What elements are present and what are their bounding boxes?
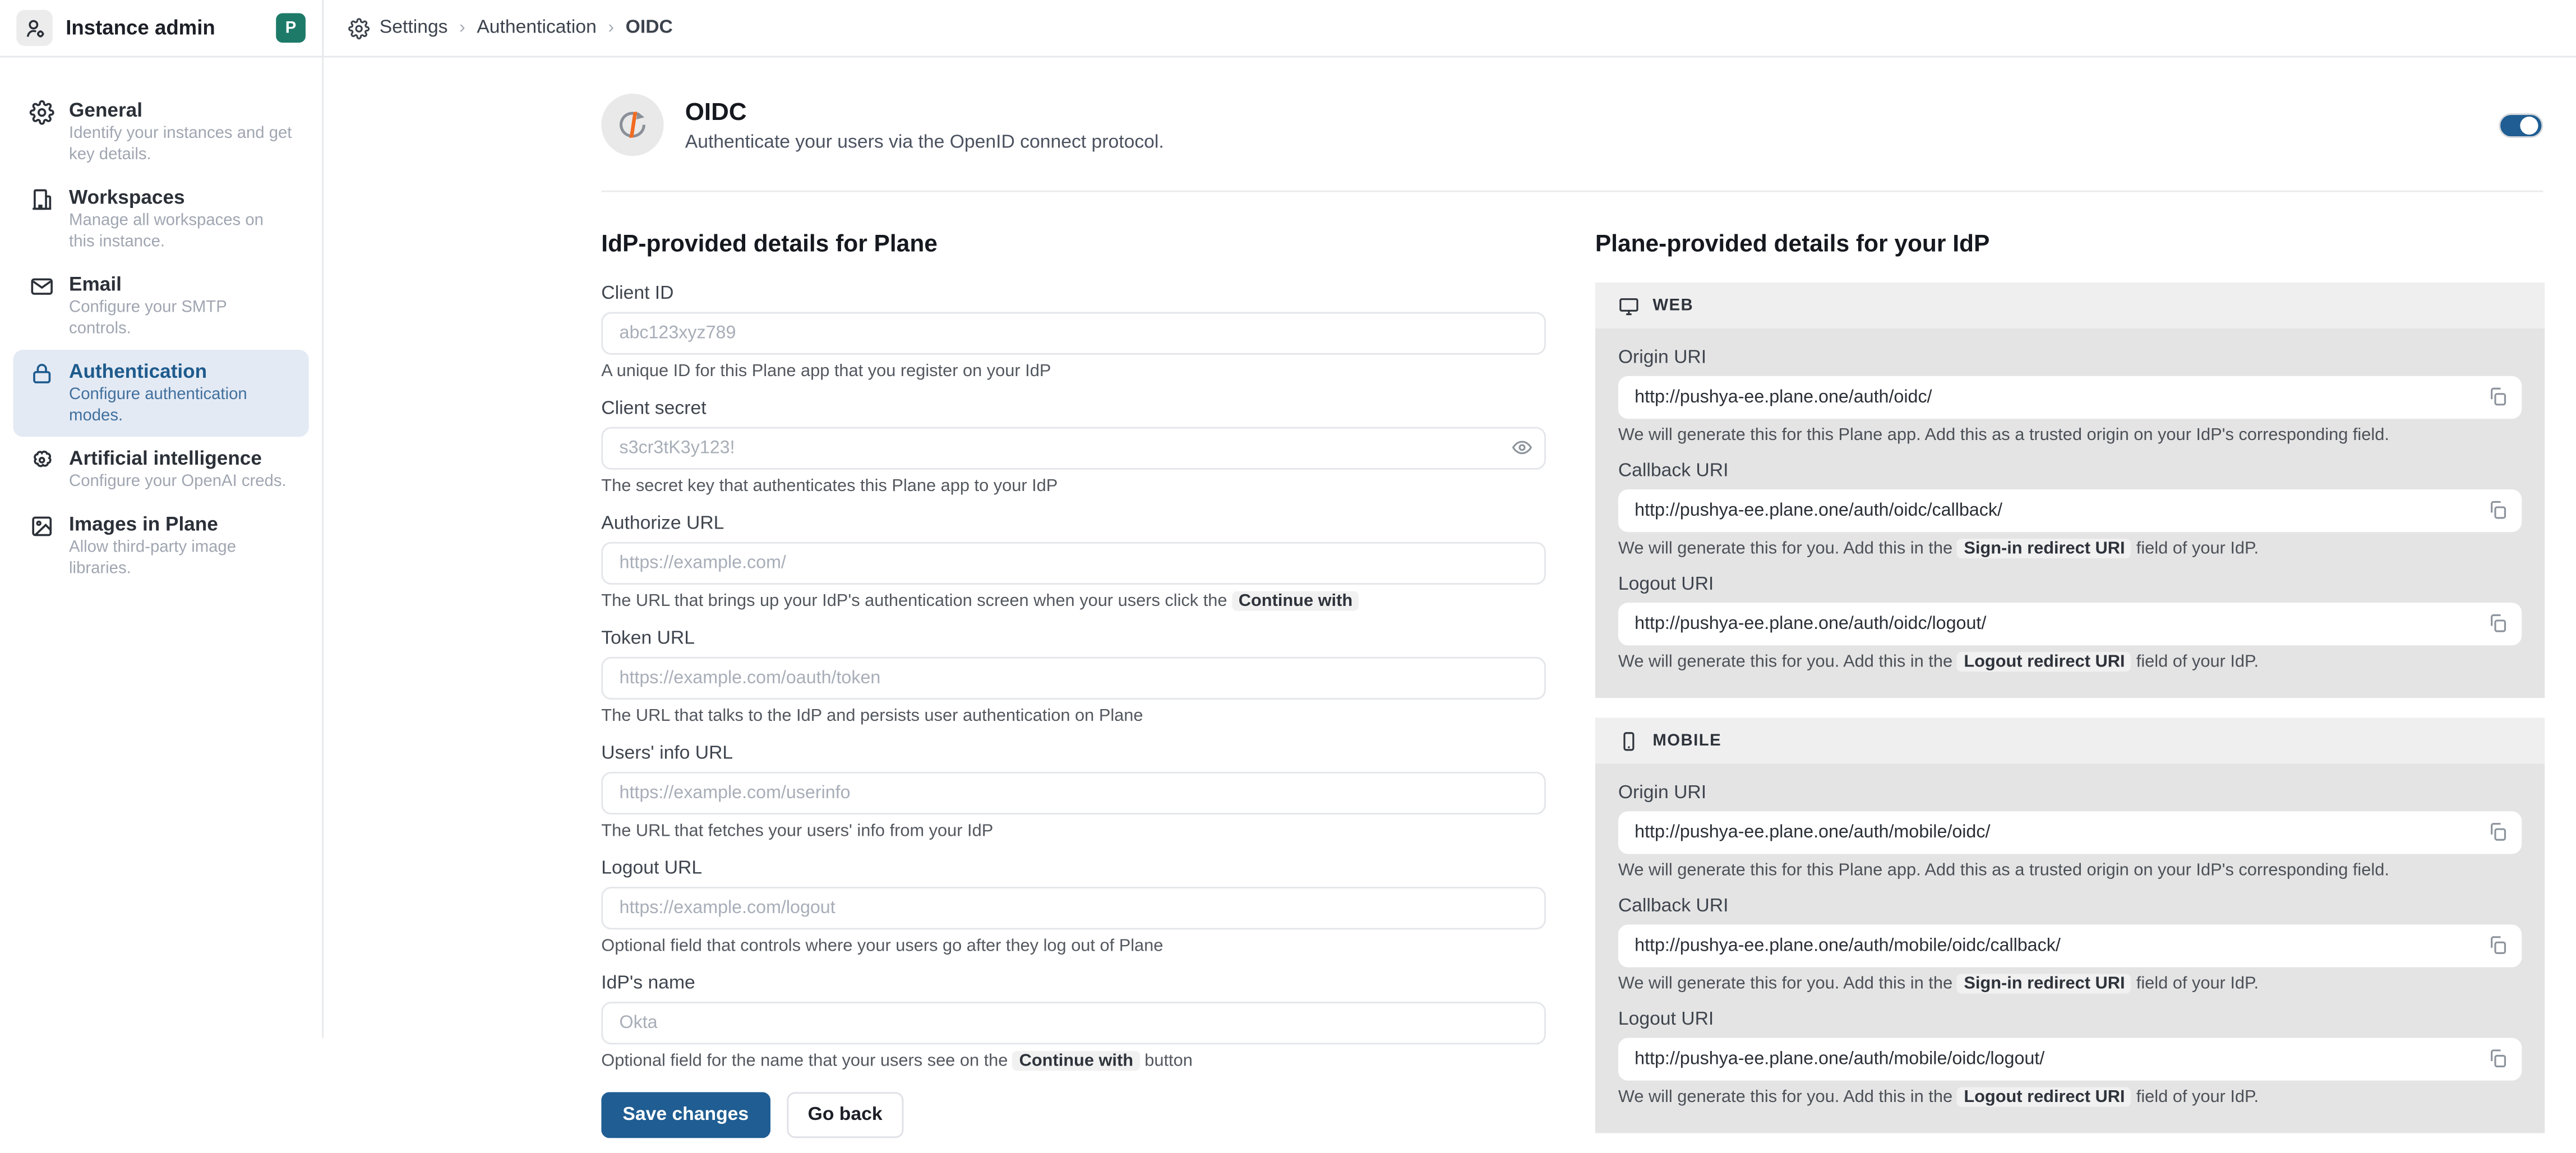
token-url-input[interactable]	[601, 657, 1546, 700]
web-origin-uri-input[interactable]	[1618, 376, 2522, 419]
client-id-field	[601, 283, 1546, 383]
monitor-icon	[1618, 295, 1640, 316]
mobile-origin-uri-field	[1618, 782, 2522, 882]
field-label: Authorize URL	[601, 514, 724, 534]
smartphone-icon	[1618, 730, 1640, 751]
users-info-url-input[interactable]	[601, 772, 1546, 814]
authorize-url-field	[601, 512, 1546, 613]
breadcrumb-item-label: OIDC	[625, 18, 673, 38]
copy-icon[interactable]	[2487, 1048, 2509, 1069]
go-back-button[interactable]: Go back	[787, 1092, 904, 1138]
client-secret-input[interactable]	[601, 427, 1546, 470]
field-help: The URL that talks to the IdP and persists user authentication on Plane	[601, 706, 1143, 726]
oidc-header	[601, 94, 2543, 156]
field-help: A unique ID for this Plane app that you register on your IdP	[601, 361, 1051, 381]
save-changes-button[interactable]: Save changes	[601, 1092, 770, 1138]
form-heading: IdP-provided details for Plane	[601, 231, 938, 258]
sidebar-item-desc: Allow third-party image libraries.	[69, 538, 237, 578]
envelope-icon	[30, 272, 54, 340]
field-label: Logout URI	[1618, 575, 1714, 595]
page-title: OIDC	[685, 98, 747, 126]
sidebar	[0, 58, 324, 1038]
field-label: Token URL	[601, 629, 695, 649]
idp-name-input[interactable]	[601, 1002, 1546, 1044]
web-card-body	[1595, 328, 2545, 698]
breadcrumb-oidc	[626, 18, 673, 38]
gear-icon	[30, 99, 54, 166]
field-help: Optional field that controls where your users go after they log out of Plane	[601, 936, 1164, 956]
breadcrumb-item-label: Settings	[379, 18, 448, 38]
token-url-field	[601, 627, 1546, 728]
web-card	[1595, 283, 2545, 698]
eye-icon[interactable]	[1511, 437, 1532, 458]
field-label: Origin URI	[1618, 783, 1707, 803]
panel-heading: Plane-provided details for your IdP	[1595, 231, 1990, 258]
header-divider	[601, 191, 2543, 192]
main-content	[324, 58, 2576, 1125]
field-help: We will generate this for this Plane app. Add this as a trusted origin on your IdP's corresponding field.	[1618, 860, 2389, 881]
field-label: Logout URI	[1618, 1010, 1714, 1030]
sidebar-item-label: Email	[69, 272, 122, 296]
ai-gear-icon	[30, 447, 54, 493]
field-label: Origin URI	[1618, 348, 1707, 368]
sidebar-item-artificial-intelligence[interactable]	[13, 437, 308, 502]
authorize-url-input[interactable]	[601, 542, 1546, 585]
toggle-knob	[2520, 116, 2538, 134]
oidc-toggle[interactable]	[2499, 113, 2543, 137]
sidebar-item-images-in-plane[interactable]	[13, 503, 308, 590]
field-help: We will generate this for you. Add this in the Logout redirect URI field of your IdP.	[1618, 1087, 2259, 1107]
sidebar-header	[0, 0, 324, 56]
field-help: The URL that brings up your IdP's authentication screen when your users click the Continue with	[601, 591, 1546, 613]
field-help: The secret key that authenticates this Plane app to your IdP	[601, 476, 1058, 496]
sidebar-item-email[interactable]	[13, 263, 308, 350]
field-help: We will generate this for you. Add this in the Sign-in redirect URI field of your IdP.	[1618, 538, 2259, 559]
image-icon	[30, 512, 54, 580]
sidebar-item-label: Artificial intelligence	[69, 446, 262, 470]
field-help: The URL that fetches your users' info from your IdP	[601, 821, 994, 841]
sidebar-item-label: Authentication	[69, 359, 207, 383]
sidebar-item-desc: Configure your OpenAI creds.	[69, 473, 287, 492]
client-id-input[interactable]	[601, 312, 1546, 355]
copy-icon[interactable]	[2487, 386, 2509, 408]
user-gear-icon	[24, 17, 45, 39]
mobile-callback-uri-field	[1618, 895, 2522, 995]
breadcrumb	[324, 0, 2576, 56]
gear-icon	[348, 17, 370, 39]
field-help: We will generate this for you. Add this in the Logout redirect URI field of your IdP.	[1618, 652, 2259, 672]
instance-admin-logo	[16, 10, 52, 46]
mobile-card-label: MOBILE	[1652, 731, 1722, 750]
chevron-right-icon: ›	[459, 18, 465, 38]
field-help: Optional field for the name that your users see on the Continue with button	[601, 1051, 1193, 1071]
oidc-provider-icon	[601, 94, 663, 156]
sidebar-item-workspaces[interactable]	[13, 175, 308, 262]
sidebar-item-general[interactable]	[13, 89, 308, 175]
breadcrumb-settings[interactable]	[348, 17, 447, 39]
lock-icon	[30, 360, 54, 427]
logout-url-field	[601, 857, 1546, 957]
field-help: We will generate this for this Plane app. Add this as a trusted origin on your IdP's corresponding field.	[1618, 425, 2389, 445]
sidebar-item-desc: Configure your SMTP controls.	[69, 299, 227, 339]
field-label: IdP's name	[601, 974, 695, 994]
sidebar-item-desc: Identify your instances and get key details.	[69, 124, 292, 164]
field-label: Client ID	[601, 284, 674, 304]
user-avatar[interactable]: P	[276, 13, 306, 43]
top-bar	[0, 0, 2576, 58]
mobile-card-header	[1595, 717, 2545, 763]
copy-icon[interactable]	[2487, 821, 2509, 842]
mobile-logout-uri-input[interactable]	[1618, 1038, 2522, 1081]
web-callback-uri-input[interactable]	[1618, 489, 2522, 532]
web-logout-uri-input[interactable]	[1618, 603, 2522, 645]
breadcrumb-authentication[interactable]	[477, 18, 597, 38]
web-card-label: WEB	[1652, 296, 1694, 315]
building-icon	[30, 186, 54, 253]
web-origin-uri-field	[1618, 346, 2522, 447]
field-label: Logout URL	[601, 859, 703, 879]
field-help: We will generate this for you. Add this in the Sign-in redirect URI field of your IdP.	[1618, 974, 2259, 994]
mobile-logout-uri-field	[1618, 1008, 2522, 1109]
web-logout-uri-field	[1618, 573, 2522, 674]
mobile-callback-uri-input[interactable]	[1618, 924, 2522, 967]
copy-icon[interactable]	[2487, 934, 2509, 956]
client-secret-field	[601, 397, 1546, 498]
mobile-card-body	[1595, 763, 2545, 1133]
sidebar-item-label: Images in Plane	[69, 512, 218, 536]
field-label: Client secret	[601, 399, 707, 419]
web-callback-uri-field	[1618, 460, 2522, 560]
mobile-card	[1595, 717, 2545, 1133]
sidebar-item-label: Workspaces	[69, 186, 185, 209]
logout-url-input[interactable]	[601, 887, 1546, 929]
chevron-right-icon: ›	[608, 18, 615, 38]
copy-icon[interactable]	[2487, 499, 2509, 521]
field-label: Callback URI	[1618, 461, 1729, 481]
page-subtitle: Authenticate your users via the OpenID connect protocol.	[685, 132, 1164, 152]
idp-name-field	[601, 972, 1546, 1072]
idp-details-form	[601, 231, 1546, 1153]
app-title: Instance admin	[66, 16, 215, 40]
field-label: Callback URI	[1618, 896, 1729, 916]
sidebar-item-desc: Manage all workspaces on this instance.	[69, 211, 264, 252]
web-card-header	[1595, 283, 2545, 328]
mobile-origin-uri-input[interactable]	[1618, 811, 2522, 854]
sidebar-item-label: General	[69, 98, 143, 122]
users-info-url-field	[601, 742, 1546, 842]
sidebar-item-authentication[interactable]	[13, 350, 308, 437]
copy-icon[interactable]	[2487, 613, 2509, 634]
breadcrumb-item-label: Authentication	[477, 18, 597, 38]
plane-details-panel	[1595, 231, 2545, 1153]
field-label: Users' info URL	[601, 744, 733, 764]
sidebar-item-desc: Configure authentication modes.	[69, 386, 247, 425]
